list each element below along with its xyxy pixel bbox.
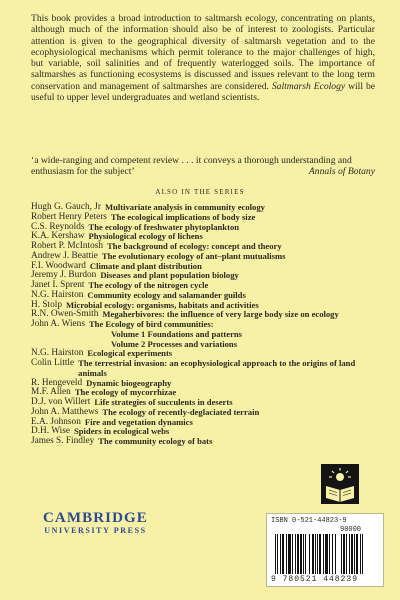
publisher-logo [43, 510, 148, 536]
series-title: Fire and vegetation dynamics [84, 416, 193, 427]
series-author: K.A. Kershaw [31, 231, 85, 242]
series-author: H. Stolp [31, 299, 62, 310]
publisher-name-line1: CAMBRIDGE [43, 510, 148, 526]
series-item [31, 340, 381, 350]
series-title: The evolutionary ecology of ant–plant mutualisms [101, 250, 286, 261]
series-author: Andrew J. Beattie [31, 250, 98, 261]
series-author: John A. Wiens [31, 319, 85, 329]
series-title: The ecology of mycorrhizae [74, 387, 177, 398]
series-author: John A. Matthews [31, 406, 99, 417]
review-text: ‘a wide-ranging and competent review . . . it conveys a thorough understanding and enthusiasm for the subject’ [31, 155, 352, 178]
series-title: Community ecology and salamander guilds [87, 289, 246, 300]
series-author: Hugh G. Gauch, Jr [31, 202, 101, 212]
review-source: Annals of Botany [308, 166, 375, 178]
series-author: M.F. Allen [31, 387, 71, 398]
series-title: The ecological implications of body size [110, 211, 256, 222]
series-item [31, 408, 381, 418]
publisher-name-line2: UNIVERSITY PRESS [44, 526, 147, 535]
isbn-label: ISBN 0-521-44823-9 [271, 517, 347, 525]
series-author: R.N. Owen-Smith [31, 309, 99, 320]
series-title: The terrestrial invasion: an ecophysiological approach to the origins of land animals [78, 358, 356, 378]
series-author: Robert Henry Peters [31, 211, 107, 222]
series-title: Dynamic biogeography [86, 377, 172, 388]
series-heading: ALSO IN THE SERIES [155, 188, 245, 196]
series-author: F.I. Woodward [31, 260, 86, 271]
review-quote [31, 155, 375, 178]
series-author: N.G. Hairston [31, 289, 84, 300]
barcode-panel [266, 513, 384, 587]
price-addon-barcode [341, 534, 375, 574]
back-cover-blurb [31, 13, 375, 103]
series-list [31, 203, 381, 447]
series-title: Microbial ecology: organisms, habitats and activities [66, 299, 259, 310]
series-author: E.A. Johnson [31, 416, 81, 427]
series-author [31, 330, 107, 340]
series-title: Physiological ecology of lichens [88, 231, 203, 242]
series-item [31, 437, 381, 447]
blurb-text: This book provides a broad introduction to saltmarsh ecology, concentrating on plants, although much of the information should also be of interest to zoologists. Particular attention is given to the geographical diversity of saltmarsh vegetation and to the ecophysiological mechanisms which permit tolerance to the major challenges of high, but variable, soil salinities and of frequently waterlogged soils. The importance of saltmarshes as functioning ecosystems is discussed and issues relevant to the long term conservation and management of saltmarshes are considered. [31, 13, 375, 92]
series-title: Life strategies of succulents in deserts [94, 397, 233, 407]
price-code: 90000 [340, 526, 362, 534]
series-author: Robert P. McIntosh [31, 241, 104, 251]
series-item [31, 359, 381, 379]
series-title: Climate and plant distribution [89, 260, 202, 271]
series-title: Multivariate analysis in community ecology [104, 202, 265, 212]
series-title: Volume 2 Processes and variations [111, 338, 238, 349]
series-author: N.G. Hairston [31, 348, 84, 359]
ean-barcode [275, 534, 337, 574]
series-title: The ecology of recently-deglaciated terrain [102, 406, 260, 417]
ean-number: 9 780521 448239 [271, 575, 359, 584]
series-author: C.S. Reynolds [31, 221, 85, 232]
series-author: James S. Findley [31, 436, 95, 446]
series-title: Volume 1 Foundations and patterns [111, 328, 243, 339]
series-title: The ecology of freshwater phytoplankton [88, 221, 240, 232]
series-author: D.J. von Willert [31, 397, 91, 407]
blurb-text-end: will be useful to upper level undergraduates and wetland scientists. [31, 80, 376, 104]
open-book-with-sun-icon [321, 464, 359, 504]
series-title: The community ecology of bats [98, 436, 213, 446]
series-title: The ecology of the nitrogen cycle [88, 280, 209, 290]
series-title: Spiders in ecological webs [73, 426, 170, 437]
series-author: Jeremy J. Burdon [31, 270, 97, 281]
series-title: Ecological experiments [87, 348, 173, 359]
series-title: The background of ecology: concept and theory [107, 241, 282, 251]
series-author: D.H. Wise [31, 426, 70, 437]
series-title: The Ecology of bird communities: [88, 319, 214, 329]
series-title: Megaherbivores: the influence of very large body size on ecology [102, 309, 339, 320]
book-title-italic: Saltmarsh Ecology [271, 80, 346, 92]
series-author: R. Hengeveld [31, 377, 83, 388]
series-author: Colin Little [31, 358, 75, 368]
series-author: Janet I. Sprent [31, 280, 85, 290]
series-title: Diseases and plant population biology [100, 270, 239, 281]
